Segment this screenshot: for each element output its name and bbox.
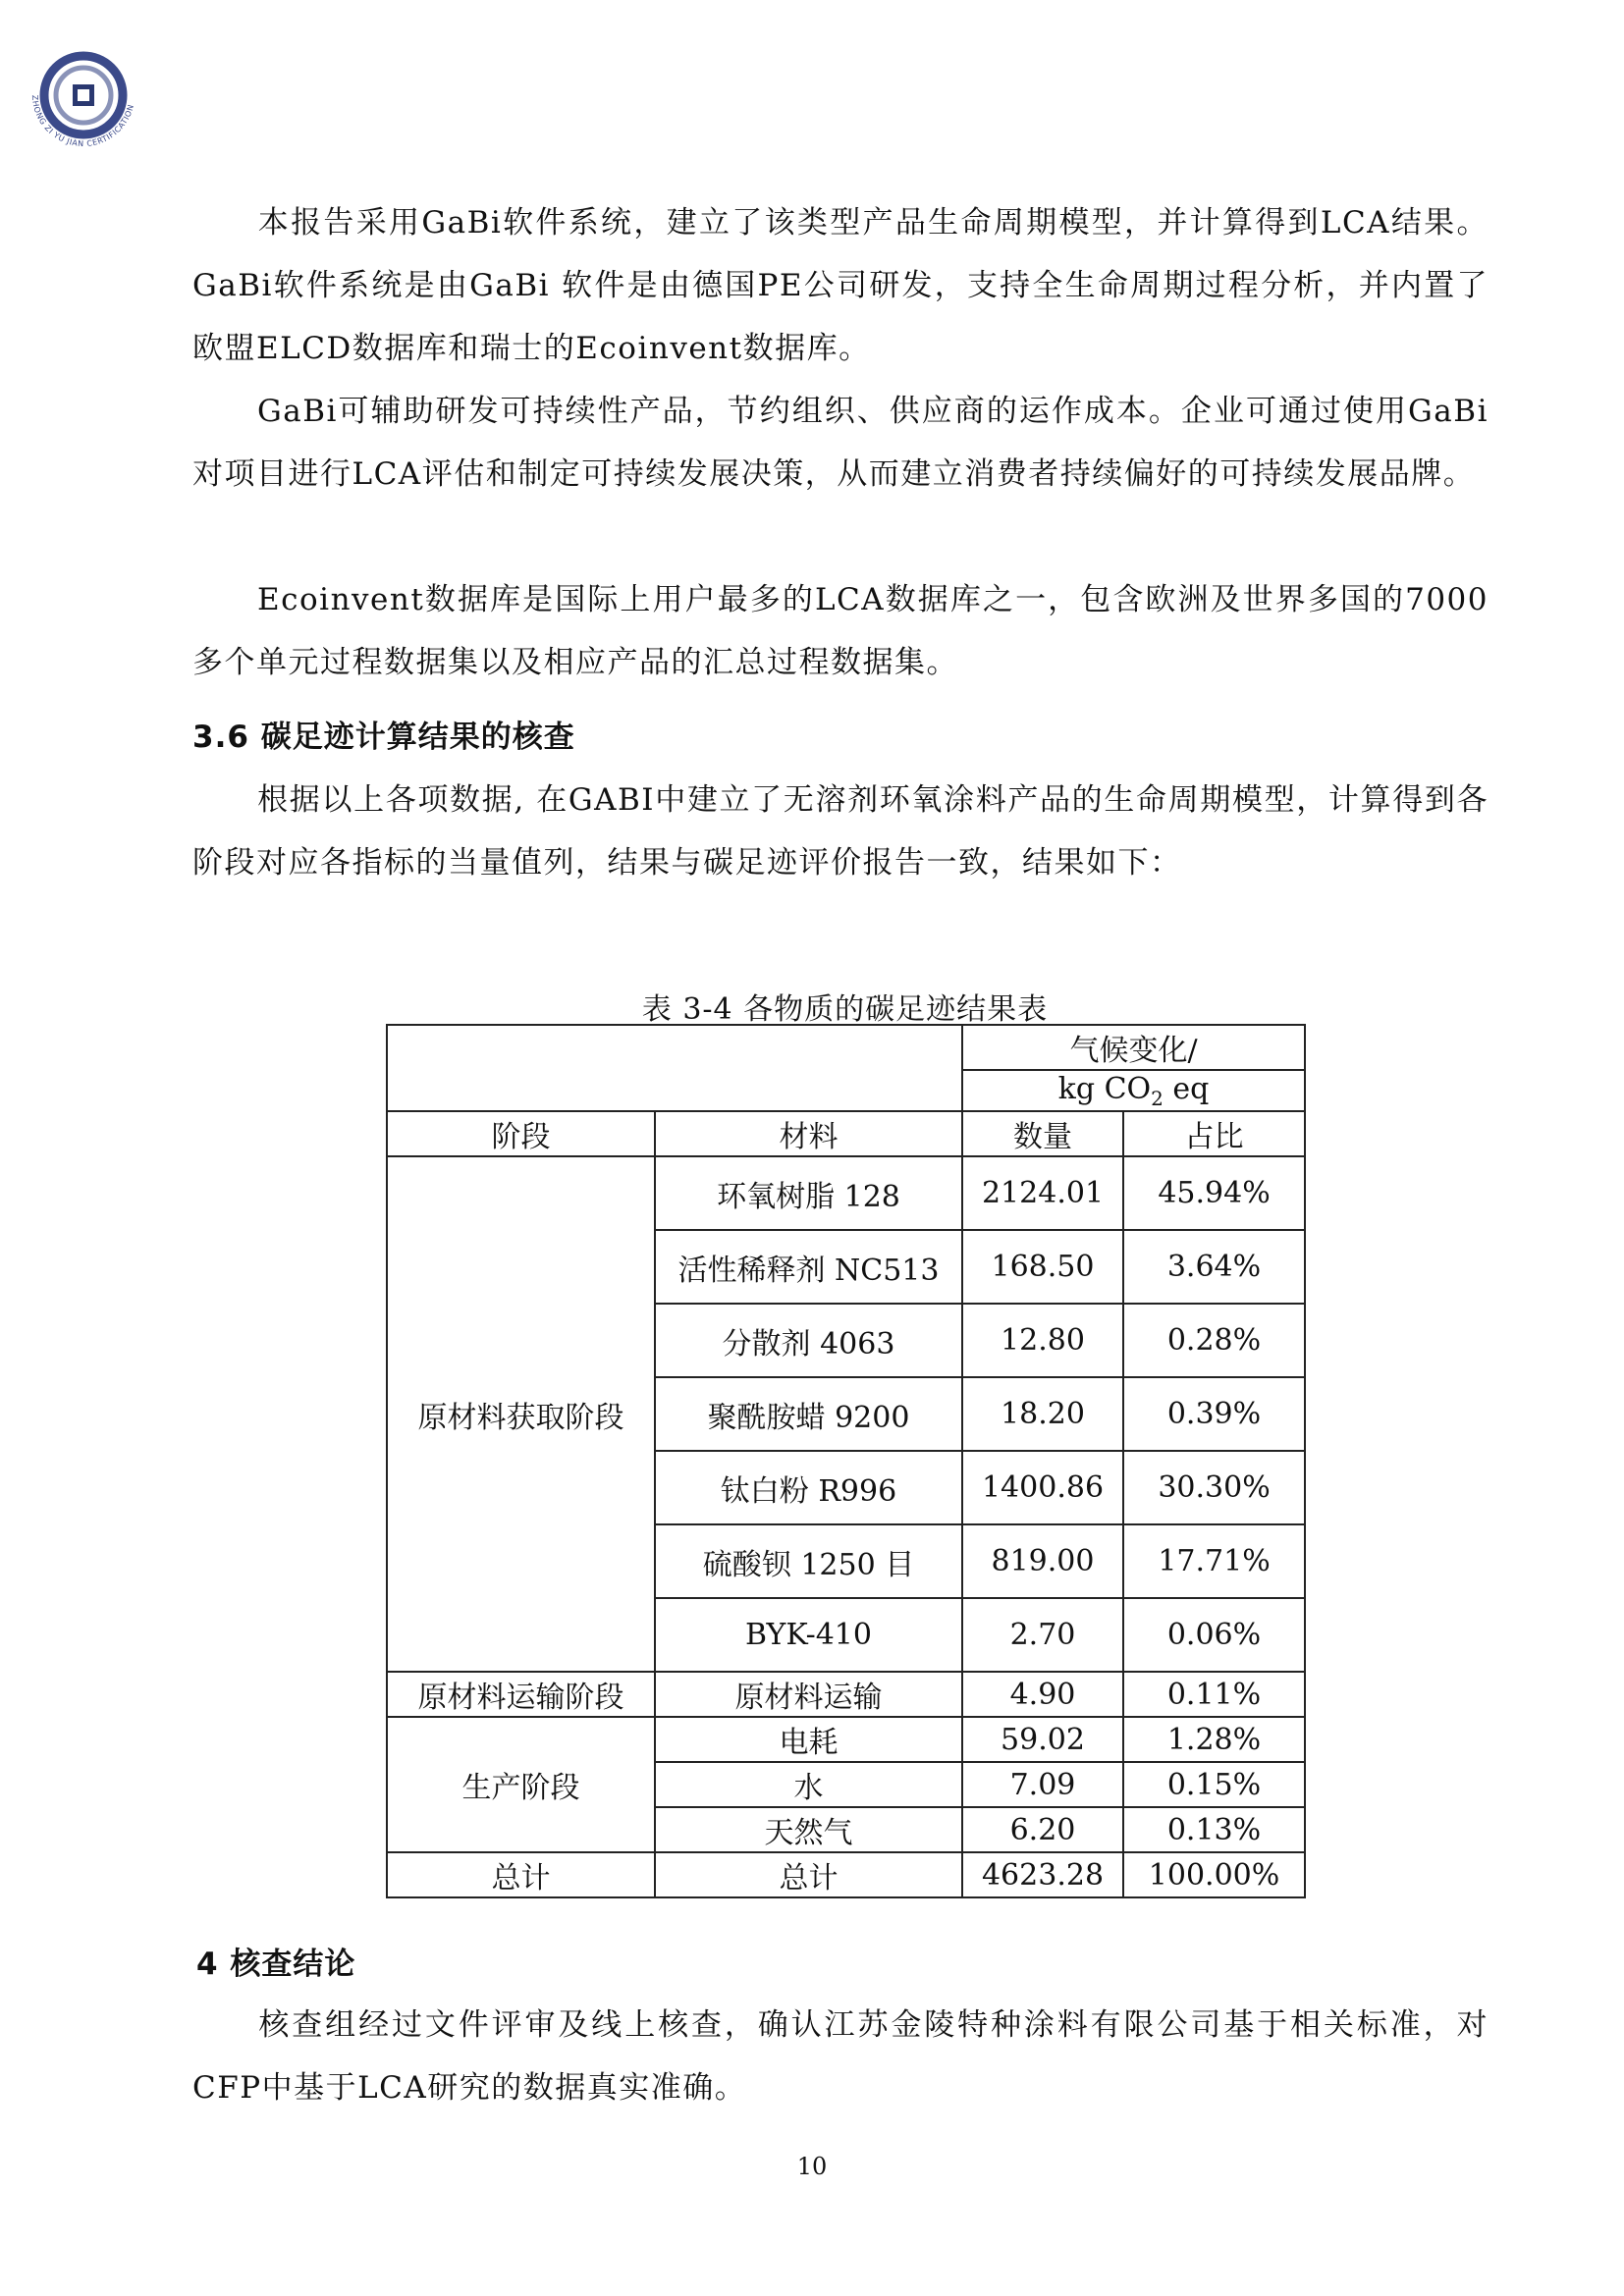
total-row [387,1852,1305,1897]
amount-cell: 1400.86 [962,1451,1123,1524]
stage-transport: 原材料运输阶段 [387,1672,655,1717]
carbon-footprint-table [386,1024,1306,1898]
table-row [387,1156,1305,1230]
material-cell: BYK-410 [655,1598,962,1672]
col-share-header: 占比 [1123,1111,1305,1156]
material-cell: 硫酸钡 1250 目 [655,1524,962,1598]
amount-cell: 2124.01 [962,1156,1123,1230]
column-header-row [387,1111,1305,1156]
amount-cell: 2.70 [962,1598,1123,1672]
impact-unit: kg $CO_2$ eq [962,1070,1305,1111]
stage-raw-material: 原材料获取阶段 [387,1156,655,1672]
paragraph-gabi-benefits: GaBi可辅助研发可持续性产品，节约组织、供应商的运作成本。企业可通过使用GaBi对项目进行LCA评估和制定可持续发展决策，从而建立消费者持续偏好的可持续发展品牌。 [192,394,1489,492]
certification-logo [22,33,145,157]
col-stage-header: 阶段 [387,1111,655,1156]
material-cell: 分散剂 4063 [655,1304,962,1377]
share-cell: 0.13% [1123,1807,1305,1852]
amount-cell: 168.50 [962,1230,1123,1304]
material-cell: 聚酰胺蜡 9200 [655,1377,962,1451]
amount-cell: 4.90 [962,1672,1123,1717]
table-row [387,1672,1305,1717]
section-3-6-text: 根据以上各项数据, 在GABI中建立了无溶剂环氧涂料产品的生命周期模型，计算得到各阶段对应各指标的当量值列，结果与碳足迹评价报告一致，结果如下： [192,782,1489,881]
share-cell: 0.11% [1123,1672,1305,1717]
table-caption: 表 3-4 各物质的碳足迹结果表 [641,992,1049,1027]
logo-ring-text: ZHONG ZI YU JIAN CERTIFICATION [29,94,136,149]
share-cell: 0.06% [1123,1598,1305,1672]
share-cell: 30.30% [1123,1451,1305,1524]
stage-production: 生产阶段 [387,1717,655,1852]
amount-cell: 4623.28 [962,1852,1123,1897]
material-cell: 水 [655,1762,962,1807]
material-cell: 活性稀释剂 NC513 [655,1230,962,1304]
page-number: 10 [796,2153,828,2180]
share-cell: 1.28% [1123,1717,1305,1762]
table-row [387,1717,1305,1762]
amount-cell: 6.20 [962,1807,1123,1852]
amount-cell: 18.20 [962,1377,1123,1451]
impact-header: 气候变化/ [962,1025,1305,1070]
material-cell: 总计 [655,1852,962,1897]
amount-cell: 819.00 [962,1524,1123,1598]
total-stage-cell: 总计 [387,1852,655,1897]
paragraph-gabi-intro: 本报告采用GaBi软件系统，建立了该类型产品生命周期模型，并计算得到LCA结果。GaBi软件系统是由GaBi 软件是由德国PE公司研发，支持全生命周期过程分析，并内置了欧盟ELCD数据库和瑞士的Ecoinvent数据库。 [192,205,1489,366]
section-4-text: 核查组经过文件评审及线上核查，确认江苏金陵特种涂料有限公司基于相关标准，对CFP中基于LCA研究的数据真实准确。 [192,2007,1489,2106]
share-cell: 0.15% [1123,1762,1305,1807]
share-cell: 45.94% [1123,1156,1305,1230]
amount-cell: 12.80 [962,1304,1123,1377]
amount-cell: 7.09 [962,1762,1123,1807]
blank-header-cell [387,1025,962,1111]
material-cell: 电耗 [655,1717,962,1762]
material-cell: 钛白粉 R996 [655,1451,962,1524]
share-cell: 100.00% [1123,1852,1305,1897]
amount-cell: 59.02 [962,1717,1123,1762]
paragraph-ecoinvent: Ecoinvent数据库是国际上用户最多的LCA数据库之一，包含欧洲及世界多国的7000多个单元过程数据集以及相应产品的汇总过程数据集。 [192,582,1489,680]
material-cell: 天然气 [655,1807,962,1852]
share-cell: 0.28% [1123,1304,1305,1377]
col-material-header: 材料 [655,1111,962,1156]
share-cell: 3.64% [1123,1230,1305,1304]
material-cell: 环氧树脂 128 [655,1156,962,1230]
share-cell: 0.39% [1123,1377,1305,1451]
section-3-6-heading: 3.6 碳足迹计算结果的核查 [192,720,575,755]
material-cell: 原材料运输 [655,1672,962,1717]
share-cell: 17.71% [1123,1524,1305,1598]
col-amount-header: 数量 [962,1111,1123,1156]
section-4-heading: 4 核查结论 [196,1947,356,1982]
